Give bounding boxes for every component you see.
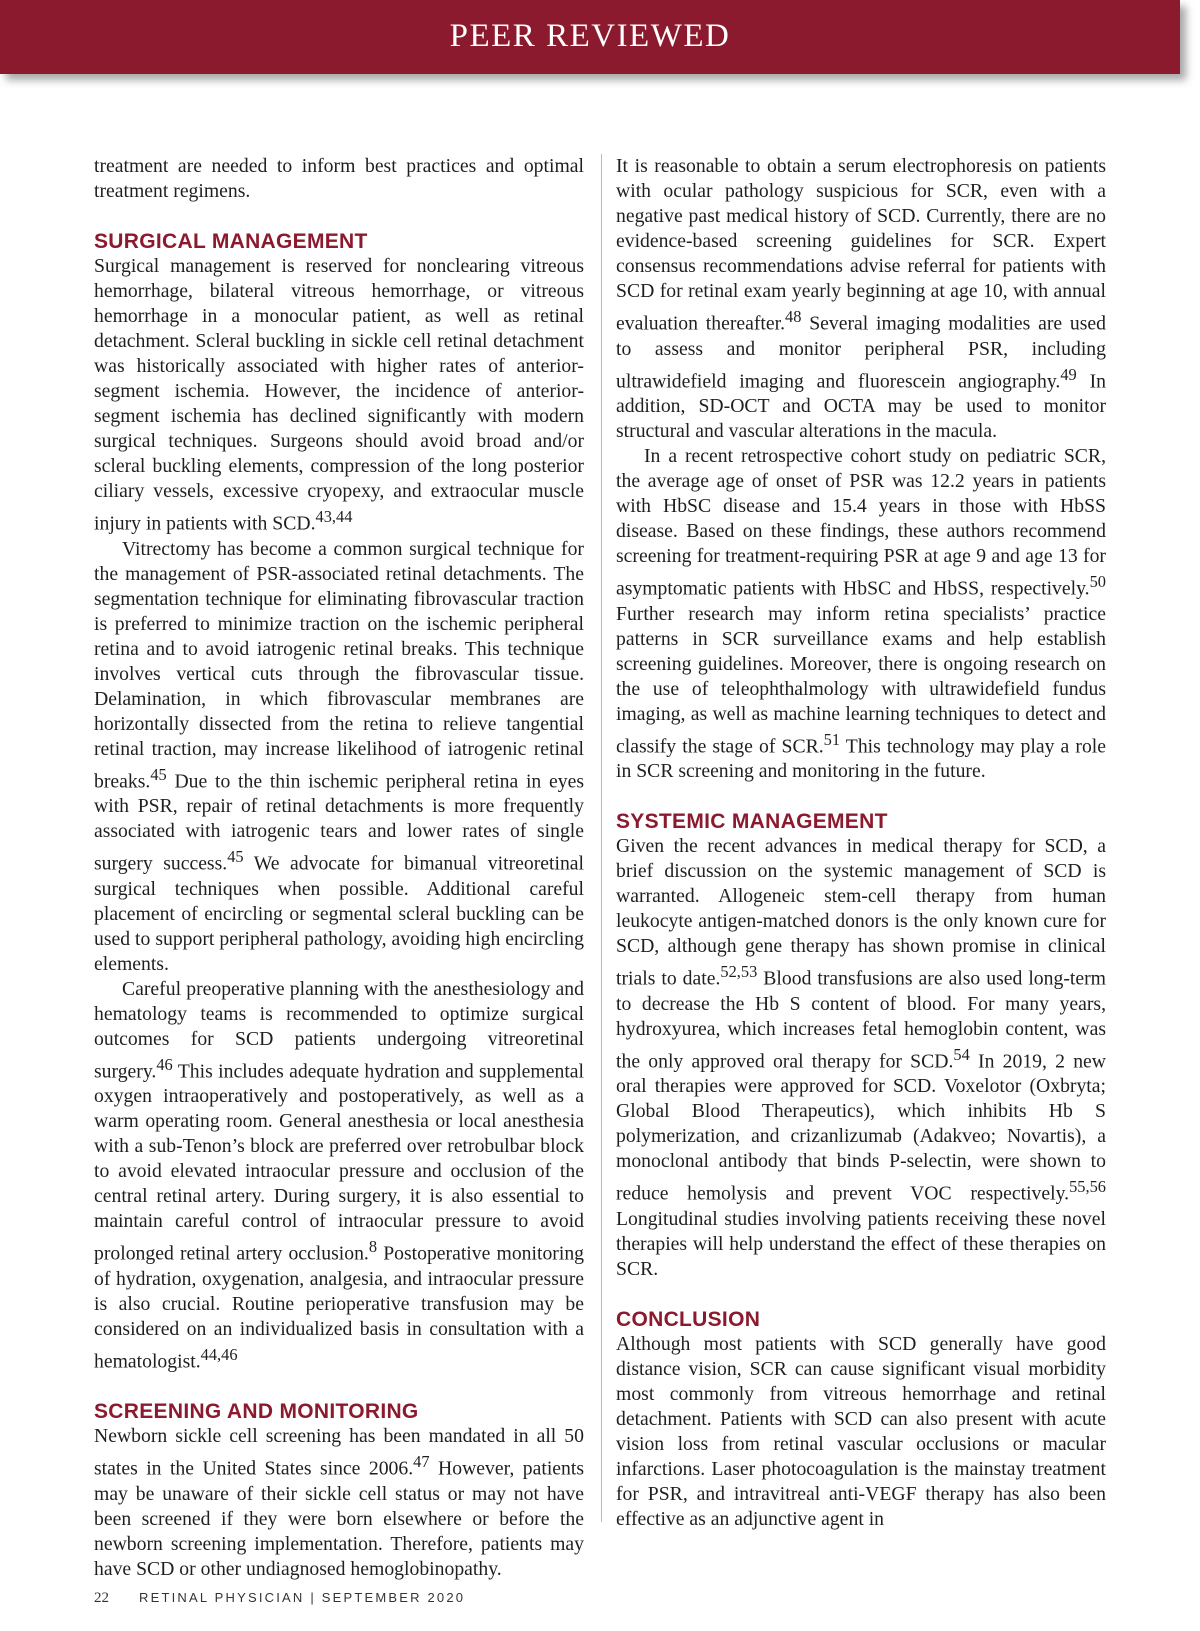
section-banner xyxy=(0,0,1180,74)
citation: 43,44 xyxy=(315,507,353,526)
screening-paragraph-2: It is reasonable to obtain a serum electrophoresis on patients with ocular pathology suspicious for SCR, even with a negative past medical history of SCD. Currently, there are no evidence-based screening guidelines for SCR. Expert consensus recommendations advise referral for patients with SCD for retinal exam yearly beginning at age 10, with annual evaluation thereafter.$^{48}$ Several imaging modalities are used to assess and monitor peripheral PSR, including ultrawidefield imaging and fluorescein angiography.$^{49}$ In addition, SD-OCT and OCTA may be used to monitor structural and vascular alterations in the macula. xyxy=(616,155,1106,443)
publication-line: RETINAL PHYSICIAN | SEPTEMBER 2020 xyxy=(139,1590,466,1605)
heading-systemic-management: SYSTEMIC MANAGEMENT xyxy=(616,810,888,834)
citation: 55,56 xyxy=(1069,1177,1106,1197)
citation: 52,53 xyxy=(720,962,758,982)
surgical-paragraph-1: Surgical management is reserved for nonclearing vitreous hemorrhage, bilateral vitreous hemorrhage, or vitreous hemorrhage in a monocular patient, as well as retinal detachment. Scleral buckling in sickle cell retinal detachment was historically associated with higher rates of anterior-segment ischemia. However, the incidence of anterior-segment ischemia has declined significantly with modern surgical techniques. Surgeons should avoid broad and/or scleral buckling elements, compression of the long posterior ciliary vessels, excessive cryopexy, and extraocular muscle injury in patients with SCD.$^{43,44}$ xyxy=(94,255,584,535)
citation: 47 xyxy=(413,1452,430,1472)
citation: 49 xyxy=(1060,364,1077,384)
column-divider xyxy=(601,154,602,1522)
systemic-paragraph-1: Given the recent advances in medical therapy for SCD, a brief discussion on the systemic management of SCD is warranted. Allogeneic stem-cell therapy from human leukocyte antigen-matched donors is the only known cure for SCD, although gene therapy has shown promise in clinical trials to date.$^{52,53}$ Blood transfusions are also used long-term to decrease the Hb S content of blood. For many years, hydroxyurea, which increases fetal hemoglobin content, was the only approved oral therapy for SCD.$^{54}$ In 2019, 2 new oral therapies were approved for SCD. Voxelotor (Oxbryta; Global Blood Therapeutics), which inhibits Hb S polymerization, and crizanlizumab (Adakveo; Novartis), a monoclonal antibody that binds P-selectin, were shown to reduce hemolysis and prevent VOC respectively.$^{55,56}$ Longitudinal studies involving patients receiving these novel therapies will help understand the effect of these therapies on SCR. xyxy=(616,835,1107,1280)
intro-paragraph: treatment are needed to inform best practices and optimal treatment regimens. xyxy=(94,155,584,202)
citation: 50 xyxy=(1089,572,1106,592)
surgical-paragraph-2: Vitrectomy has become a common surgical technique for the management of PSR-associated retinal detachments. The segmentation technique for eliminating fibrovascular traction is preferred to minimize traction on the ischemic peripheral retina and to avoid iatrogenic retinal breaks. This technique involves vertical cuts through the fibrovascular tissue. Delamination, in which fibrovascular membranes are horizontally dissected from the retina to relieve tangential retinal traction, may increase likelihood of iatrogenic retinal breaks.$^{45}$ Due to the thin ischemic peripheral retina in eyes with PSR, repair of retinal detachments is more frequently associated with iatrogenic tears and lower rates of single surgery success.$^{45}$ We advocate for bimanual vitreoretinal surgical techniques when possible. Additional careful placement of encircling or segmental scleral buckling can be used to support peripheral pathology, avoiding high encircling elements. xyxy=(94,537,585,975)
heading-conclusion: CONCLUSION xyxy=(616,1307,761,1331)
screening-paragraph-1: Newborn sickle cell screening has been mandated in all 50 states in the United States since 2006.47 However, patients may be unaware of their sickle cell status or may not have been screened if they were born elsewhere or before the newborn screening implementation. Therefore, patients may have SCD or other undiagnosed hemoglobinopathy. xyxy=(94,1425,585,1580)
screening-paragraph-3: In a recent retrospective cohort study on pediatric SCR, the average age of onset of PSR was 12.2 years in patients with HbSC disease and 15.4 years in those with HbSS disease. Based on these findings, these authors recommend screening for treatment-requiring PSR at age 9 and age 13 for asymptomatic patients with HbSC and HbSS, respectively.$^{50}$ Further research may inform retina specialists’ practice patterns in SCR surveillance exams and help establish screening guidelines. Moreover, there is ongoing research on the use of teleophthalmology with ultrawidefield fundus imaging, as well as machine learning techniques to detect and classify the stage of SCR.$^{51}$ This technology may play a role in SCR screening and monitoring in the future. xyxy=(616,445,1106,783)
citation: 8 xyxy=(368,1237,378,1257)
page-number: 22 xyxy=(94,1590,109,1606)
left-column xyxy=(94,154,584,1582)
citation: 45 xyxy=(227,847,244,867)
conclusion-paragraph-1: Although most patients with SCD generally have good distance vision, SCR can cause significant visual morbidity most commonly from vitreous hemorrhage and retinal detachment. Patients with SCD can also present with acute vision loss from retinal vascular occlusions or macular infarctions. Laser photocoagulation is the mainstay treatment for PSR, and intravitreal anti-VEGF therapy has also been effective as an adjunctive agent in xyxy=(616,1332,1106,1530)
citation: 51 xyxy=(823,729,841,749)
citation: 46 xyxy=(156,1054,173,1074)
citation: 48 xyxy=(785,307,802,326)
citation: 54 xyxy=(953,1044,970,1064)
banner-title: PEER REVIEWED xyxy=(449,18,731,54)
heading-screening-monitoring: SCREENING AND MONITORING xyxy=(94,1400,419,1424)
heading-surgical-management: SURGICAL MANAGEMENT xyxy=(94,230,368,253)
surgical-paragraph-3: Careful preoperative planning with the anesthesiology and hematology teams is recommended to optimize surgical outcomes for SCD patients undergoing vitreoretinal surgery.$^{46}$ This includes adequate hydration and supplemental oxygen intraoperatively and postoperatively, as well as a warm operating room. General anesthesia or local anesthesia with a sub-Tenon’s block are preferred over retrobulbar block to avoid elevated intraocular pressure and occlusion of the central retinal artery. During surgery, it is also essential to maintain careful control of intraocular pressure to avoid prolonged retinal artery occlusion.$^8$ Postoperative monitoring of hydration, oxygenation, analgesia, and intraocular pressure is also crucial. Routine perioperative transfusion may be considered on an individualized basis in consultation with a hematologist.$^{44,46}$ xyxy=(94,977,585,1373)
citation: 45 xyxy=(150,764,167,784)
page-footer xyxy=(94,1590,465,1607)
citation: 44,46 xyxy=(200,1344,238,1364)
right-column xyxy=(616,154,1106,1532)
